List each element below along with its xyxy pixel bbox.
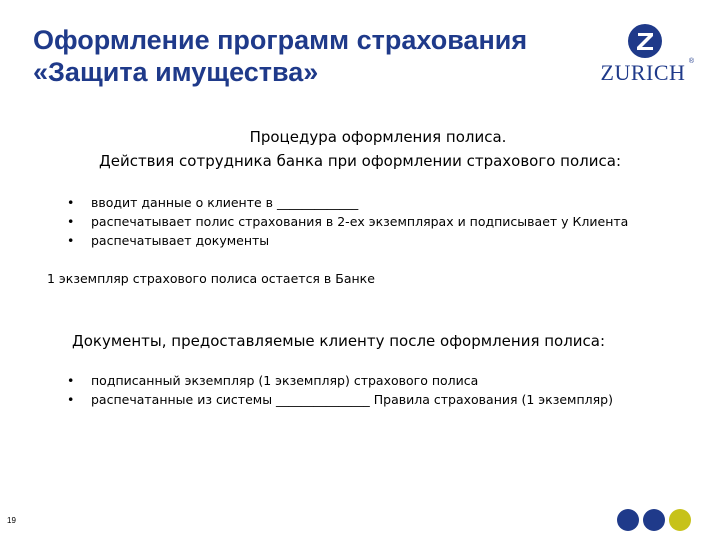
bullet-icon: • <box>67 195 75 210</box>
client-documents-heading: Документы, предоставляемые клиенту после оформления полиса: <box>72 332 606 350</box>
slide-title-line1: Оформление программ страхования <box>33 25 528 55</box>
bullet-icon: • <box>67 373 75 388</box>
slide-title <box>33 24 593 88</box>
bullet-icon: • <box>67 214 75 229</box>
list-item: • вводит данные о клиенте в _____________ <box>67 195 359 210</box>
procedure-heading: Процедура оформления полиса. <box>249 128 507 146</box>
decorative-circles <box>617 509 697 533</box>
circle-icon <box>617 509 639 531</box>
slide-title-line2: «Защита имущества» <box>33 57 319 87</box>
registered-mark: ® <box>688 58 694 65</box>
page-number: 19 <box>7 516 16 525</box>
bullet-icon: • <box>67 233 75 248</box>
zurich-logo <box>598 24 694 84</box>
circle-icon <box>643 509 665 531</box>
client-documents-list <box>67 371 613 409</box>
procedure-subheading: Действия сотрудника банка при оформлении страхового полиса: <box>99 152 621 170</box>
policy-copy-note: 1 экземпляр страхового полиса остается в Банке <box>47 271 375 286</box>
logo-wordmark: ZURICH <box>600 60 686 85</box>
zurich-z-icon <box>628 24 662 58</box>
circle-icon <box>669 509 691 531</box>
employee-actions-list <box>67 193 628 250</box>
list-item: • распечатанные из системы _______________ Правила страхования (1 экземпляр) <box>67 392 613 407</box>
list-item: • распечатывает полис страхования в 2-ех экземплярах и подписывает у Клиента <box>67 214 629 229</box>
list-item: • подписанный экземпляр (1 экземпляр) страхового полиса <box>67 373 479 388</box>
list-item: • распечатывает документы <box>67 233 270 248</box>
bullet-icon: • <box>67 392 75 407</box>
